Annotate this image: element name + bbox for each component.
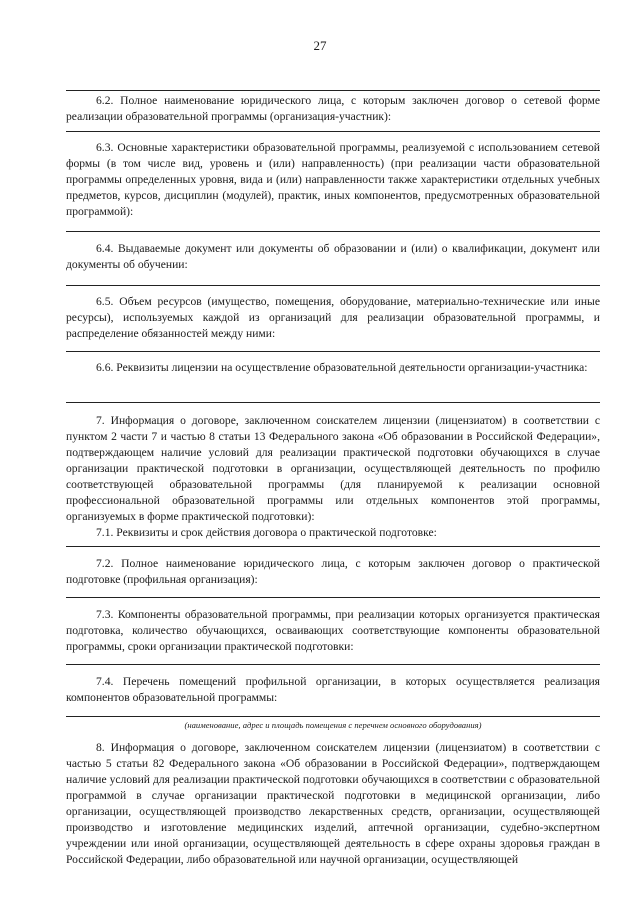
section-6-3-text: 6.3. Основные характеристики образовательной программы, реализуемой с использованием сетевой формы (в том числе вид, уровень и (или) направленность) (при реализации части образовательной программы определенных уровня, вида и (или) направленности также характеристики отдельных учебных предметов, курсов, дисциплин (модулей), практик, иных компонентов, предусмотренных образовательной программой):: [66, 141, 600, 218]
section-7-4: [66, 674, 600, 706]
section-6-5: [66, 294, 600, 342]
section-8: [66, 740, 600, 868]
page-number: 27: [313, 38, 327, 53]
divider-line: [66, 716, 600, 717]
section-7-3: [66, 607, 600, 655]
section-6-2: [66, 93, 600, 125]
divider-line: [66, 597, 600, 598]
divider-line: [66, 402, 600, 403]
divider-line: [66, 285, 600, 286]
divider-line: [66, 231, 600, 232]
section-6-6: [66, 360, 600, 376]
section-6-3: [66, 140, 600, 220]
section-8-text: 8. Информация о договоре, заключенном соискателем лицензии (лицензиатом) в соответствии с частью 5 статьи 82 Федерального закона «Об образовании в Российской Федерации», подтверждающем наличие условий для реализации практической подготовки обучающихся в соответствии с образовательной программой в случае организации практической подготовки в медицинской организации, либо организации, осуществляющей производство лекарственных средств, организации, осуществляющей производство и изготовление медицинских изделий, аптечной организации, судебно-экспертном учреждении или иной организации, осуществляющей деятельность в сфере охраны здоровья граждан в Российской Федерации, либо образовательной или научной организации, осуществляющей: [66, 741, 600, 866]
section-6-2-text: 6.2. Полное наименование юридического лица, с которым заключен договор о сетевой форме реализации образовательной программы (организация-участник):: [66, 94, 600, 123]
section-6-6-text: 6.6. Реквизиты лицензии на осуществление образовательной деятельности организации-участника:: [96, 361, 588, 374]
divider-line: [66, 546, 600, 547]
section-6-4-text: 6.4. Выдаваемые документ или документы об образовании и (или) о квалификации, документ или документы об обучении:: [66, 242, 600, 271]
section-7-2: [66, 556, 600, 588]
section-6-4: [66, 241, 600, 273]
section-7-4-text: 7.4. Перечень помещений профильной организации, в которых осуществляется реализация компонентов образовательной программы:: [66, 675, 600, 704]
divider-line: [66, 664, 600, 665]
divider-line: [66, 131, 600, 132]
divider-line: [66, 90, 600, 91]
section-7-1-text: 7.1. Реквизиты и срок действия договора о практической подготовке:: [96, 526, 437, 539]
divider-line: [66, 351, 600, 352]
section-7-2-text: 7.2. Полное наименование юридического лица, с которым заключен договор о практической подготовке (профильная организация):: [66, 557, 600, 586]
section-7-3-text: 7.3. Компоненты образовательной программы, при реализации которых организуется практическая подготовка, количество обучающихся, осваивающих соответствующие компоненты образовательной программы, сроки организации практической подготовки:: [66, 608, 600, 653]
section-6-5-text: 6.5. Объем ресурсов (имущество, помещения, оборудование, материально-технические или иные ресурсы), используемых каждой из организаций для реализации образовательной программы, и распределение обязанностей между ними:: [66, 295, 600, 340]
section-7: [66, 413, 600, 541]
section-7-text: 7. Информация о договоре, заключенном соискателем лицензии (лицензиатом) в соответствии с пунктом 2 части 7 и частью 8 статьи 13 Федерального закона «Об образовании в Российской Федерации», подтверждающем наличие условий для реализации практической подготовки обучающихся в случае организации практической подготовки в организации, осуществляющей деятельность по профилю соответствующей образовательной программы (для планируемой к реализации основной профессиональной образовательной программы или отдельных компонентов этой программы, организуемых в форме практической подготовки):: [66, 414, 600, 523]
field-caption: (наименование, адрес и площадь помещения с перечнем основного оборудования): [184, 720, 482, 730]
